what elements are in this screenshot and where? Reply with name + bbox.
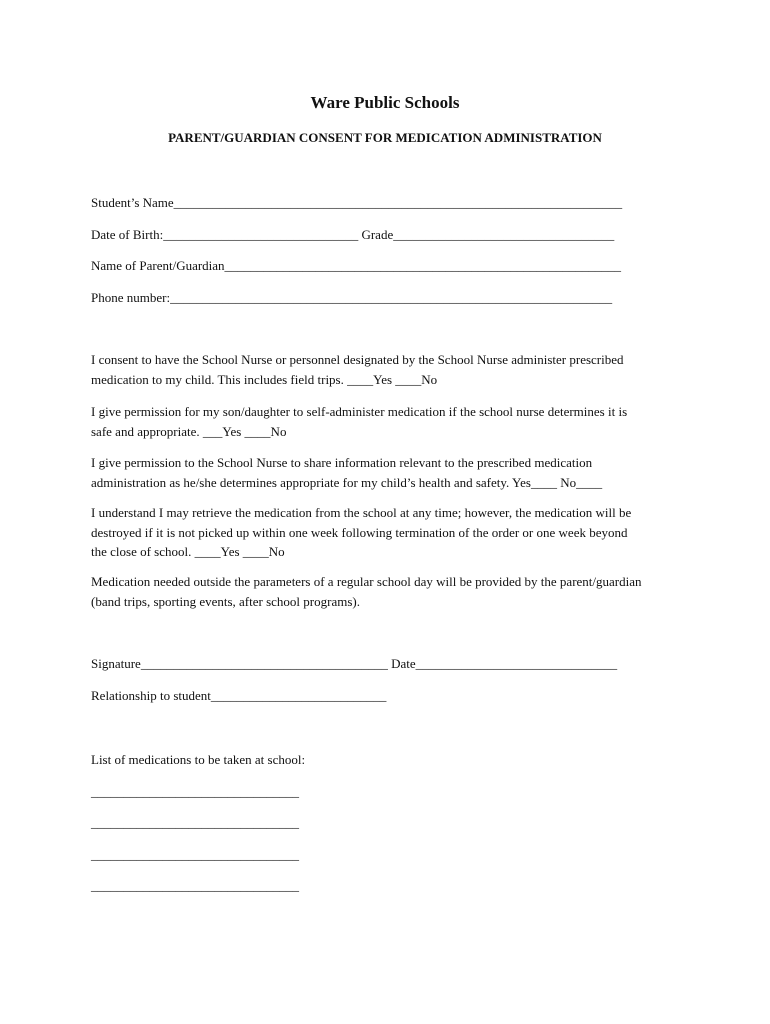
consent-line-yes-no[interactable]: administration as he/she determines appropriate for my child’s health and safety. Yes____ No____ [91, 474, 603, 490]
consent-line-yes-no[interactable]: medication to my child. This includes field trips. ____Yes ____No [91, 371, 438, 387]
medication-blank-line[interactable]: ________________________________ [91, 815, 299, 830]
consent-self-administer-paragraph [91, 402, 691, 441]
consent-administer-paragraph [91, 350, 691, 389]
form-subtitle: PARENT/GUARDIAN CONSENT FOR MEDICATION ADMINISTRATION [168, 130, 602, 145]
consent-line: I give permission to the School Nurse to share information relevant to the prescribed medication [91, 455, 593, 470]
consent-line: Medication needed outside the parameters of a regular school day will be provided by the parent/guardian [91, 574, 642, 589]
student-name-field[interactable]: Student’s Name_____________________________________________________________________ [91, 195, 623, 210]
consent-line-yes-no[interactable]: safe and appropriate. ___Yes ____No [91, 423, 287, 439]
signature-date-field[interactable]: Signature______________________________________ Date_______________________________ [91, 656, 618, 671]
medication-blank-line[interactable]: ________________________________ [91, 784, 299, 799]
outside-hours-paragraph [91, 572, 691, 611]
consent-line: I understand I may retrieve the medication from the school at any time; however, the medication will be [91, 505, 632, 520]
consent-share-info-paragraph [91, 453, 691, 492]
consent-line-yes-no[interactable]: the close of school. ____Yes ____No [91, 544, 285, 559]
dob-grade-field[interactable]: Date of Birth:______________________________ Grade__________________________________ [91, 227, 615, 242]
consent-line: destroyed if it is not picked up within one week following termination of the order or one week beyond [91, 524, 628, 540]
consent-line: (band trips, sporting events, after school programs). [91, 593, 360, 609]
medication-blank-line[interactable]: ________________________________ [91, 878, 299, 893]
consent-line: I give permission for my son/daughter to self-administer medication if the school nurse determines it is [91, 404, 628, 419]
phone-number-field[interactable]: Phone number:____________________________________________________________________ [91, 290, 613, 305]
consent-line: I consent to have the School Nurse or personnel designated by the School Nurse administer prescribed [91, 352, 624, 367]
medication-blank-line[interactable]: ________________________________ [91, 847, 299, 862]
consent-retrieve-paragraph [91, 503, 691, 562]
relationship-field[interactable]: Relationship to student___________________________ [91, 688, 387, 703]
medications-list-label: List of medications to be taken at school: [91, 752, 306, 767]
school-title: Ware Public Schools [310, 93, 460, 112]
parent-name-field[interactable]: Name of Parent/Guardian_____________________________________________________________ [91, 258, 622, 273]
